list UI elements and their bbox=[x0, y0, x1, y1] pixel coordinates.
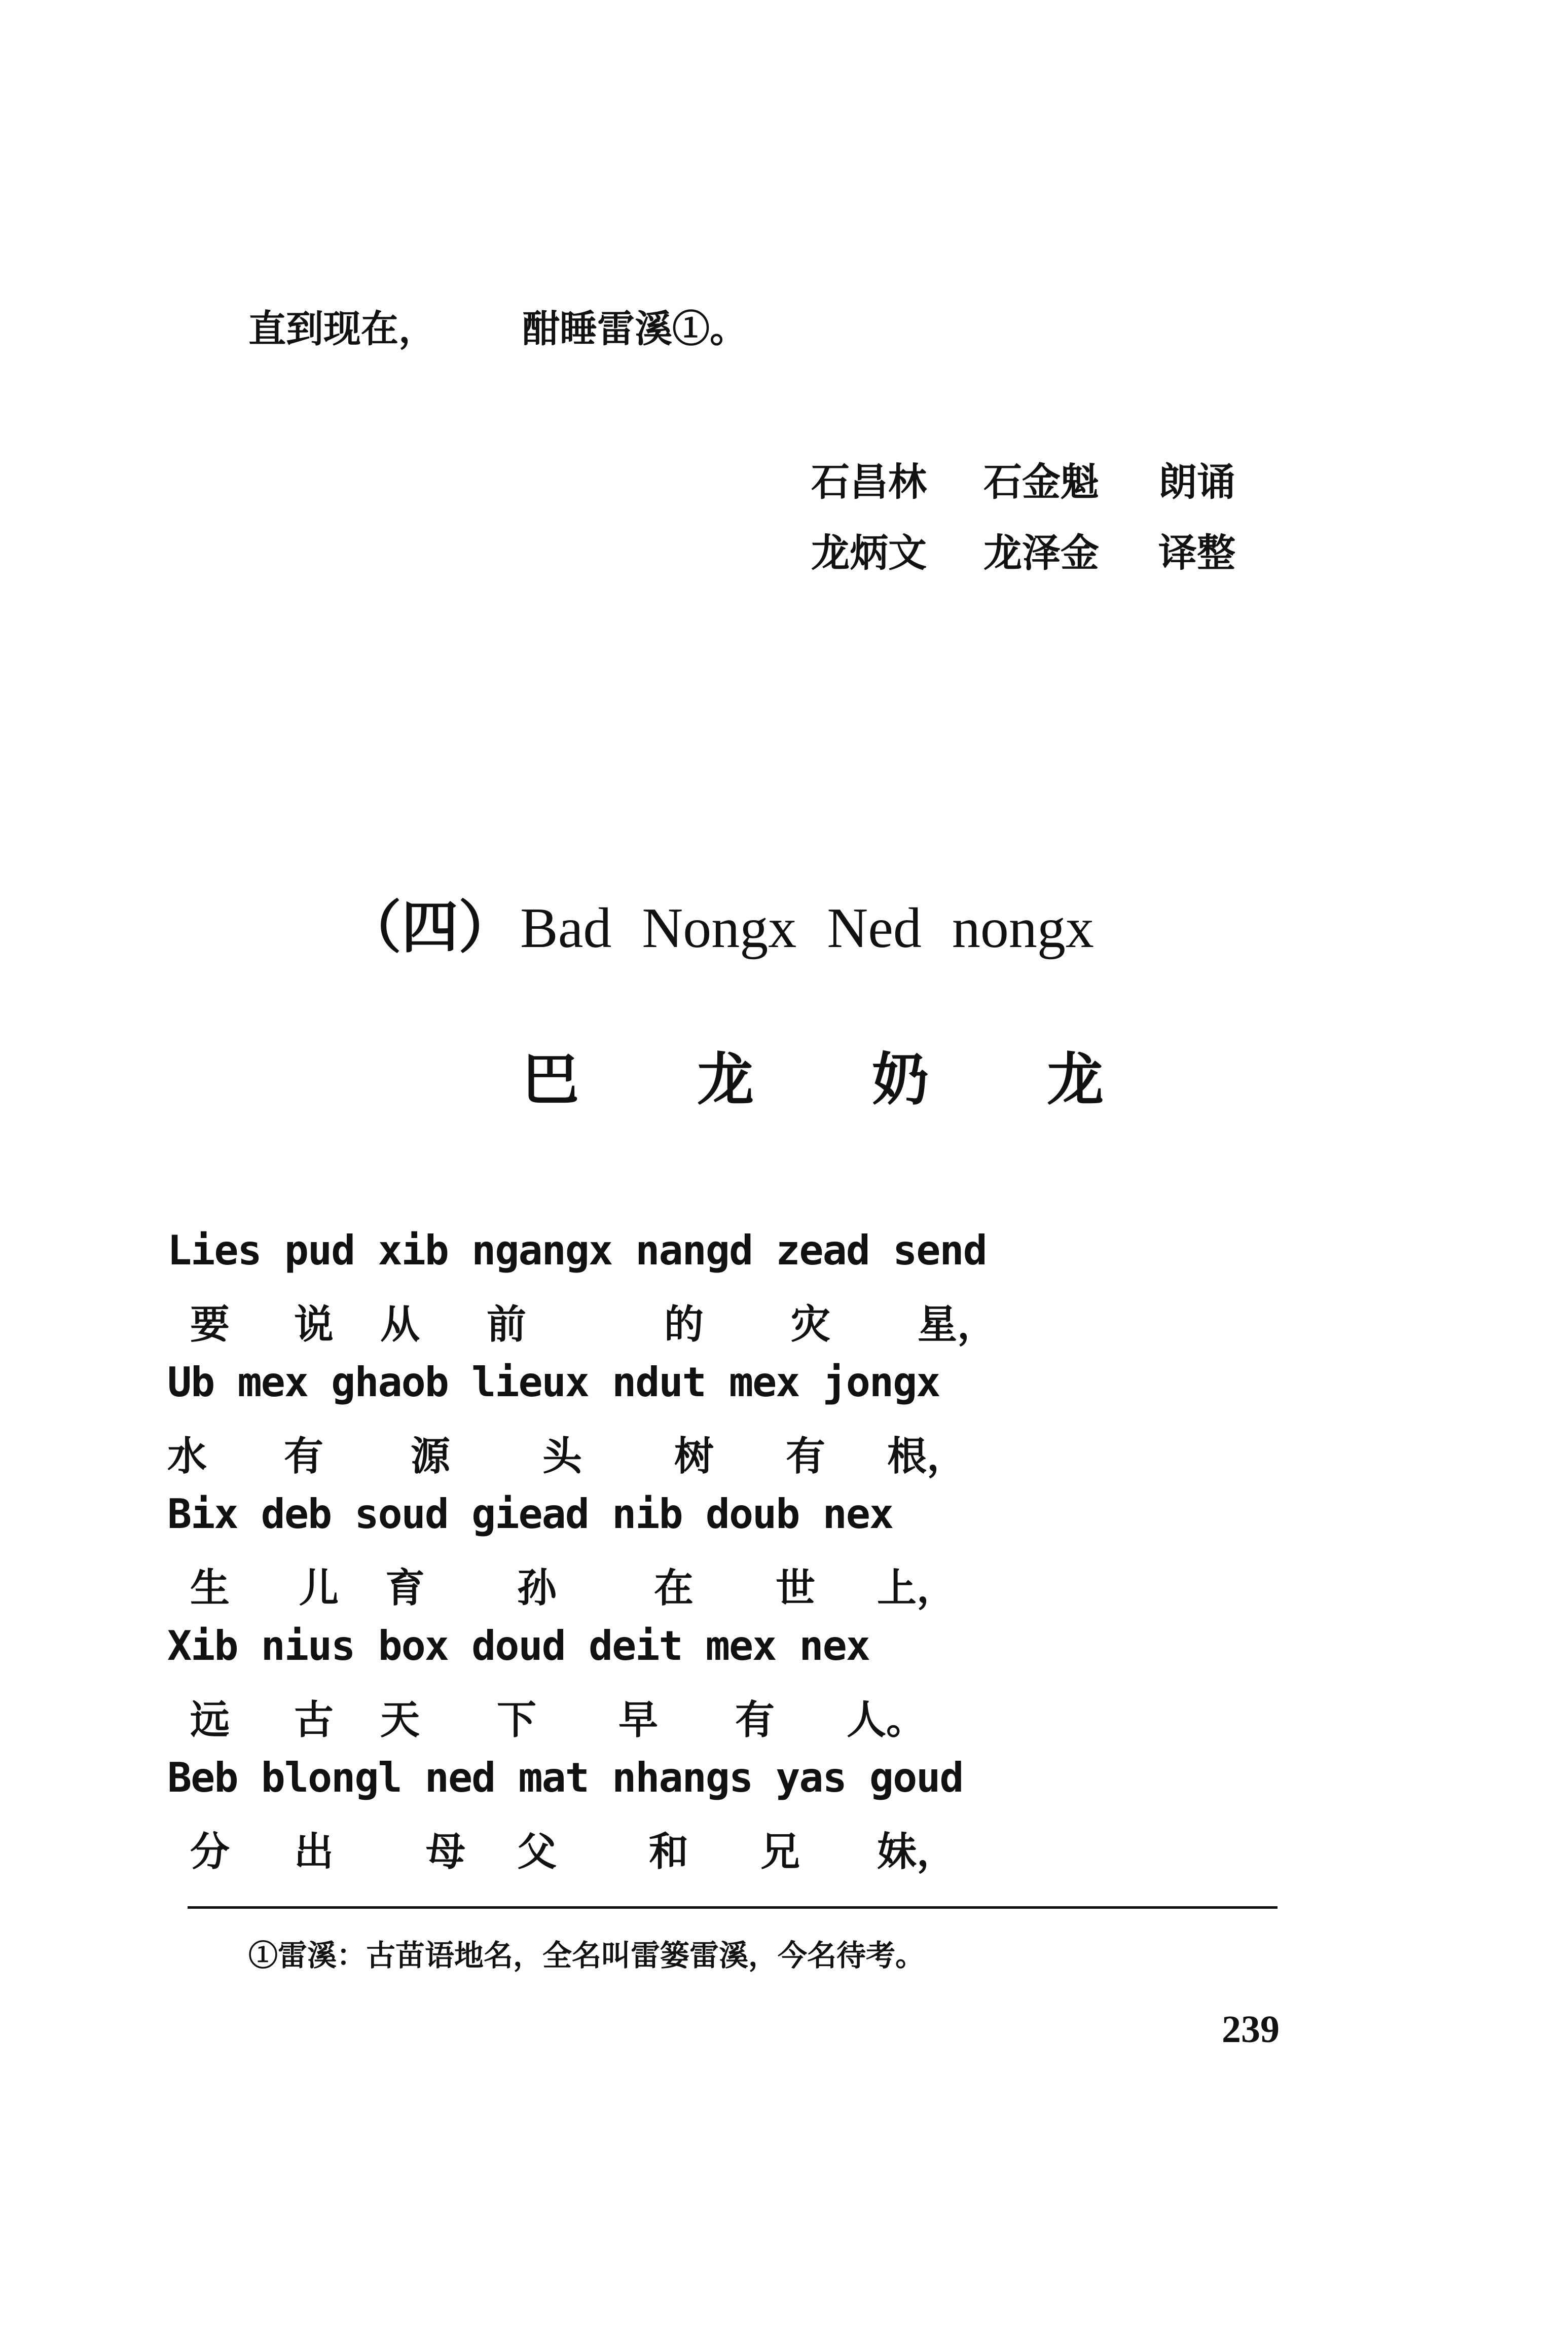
credit-name: 石金魁 bbox=[983, 459, 1099, 504]
poem-char: 母 bbox=[426, 1829, 466, 1875]
poem-char: 古 bbox=[294, 1697, 334, 1743]
credit-row-recitation bbox=[811, 451, 1260, 522]
poem-line-latin: Beb blongl ned mat nhangs yas goud bbox=[167, 1754, 963, 1801]
title-char: 巴 bbox=[522, 1046, 579, 1113]
poem-char: 灾 bbox=[791, 1301, 831, 1348]
continuation-part-2: 酣睡雷溪①。 bbox=[522, 307, 747, 351]
poem-char: 树 bbox=[674, 1433, 714, 1479]
title-char: 龙 bbox=[697, 1046, 754, 1113]
poem-char: 出 bbox=[294, 1829, 334, 1875]
poem-line-chinese bbox=[167, 1820, 1029, 1886]
title-word: Nongx bbox=[642, 897, 797, 960]
poem-char: 妹， bbox=[877, 1829, 957, 1875]
credit-row-translation bbox=[811, 522, 1260, 593]
credit-name: 龙泽金 bbox=[983, 530, 1099, 575]
continuation-line bbox=[248, 299, 747, 353]
poem-char: 世 bbox=[776, 1565, 816, 1611]
poem-char: 上， bbox=[877, 1565, 957, 1611]
poem-line-chinese bbox=[167, 1425, 1029, 1490]
title-word: Bad bbox=[520, 897, 612, 960]
credit-name: 石昌林 bbox=[811, 459, 927, 504]
credits-block bbox=[811, 451, 1260, 593]
credit-name: 龙炳文 bbox=[811, 530, 927, 575]
poem-char: 的 bbox=[664, 1301, 704, 1348]
poem-char: 人。 bbox=[847, 1697, 926, 1743]
poem-char: 说 bbox=[294, 1301, 334, 1348]
title-word: Ned bbox=[827, 897, 922, 960]
poem-char: 孙 bbox=[517, 1565, 557, 1611]
poem-char: 有 bbox=[786, 1433, 826, 1479]
poem-char: 有 bbox=[284, 1433, 324, 1479]
poem-char: 源 bbox=[411, 1433, 451, 1479]
page-number: 239 bbox=[1222, 2008, 1280, 2051]
credit-role: 译整 bbox=[1158, 530, 1235, 575]
poem-char: 分 bbox=[190, 1829, 230, 1875]
title-char: 龙 bbox=[1047, 1046, 1104, 1113]
poem-line-latin: Ub mex ghaob lieux ndut mex jongx bbox=[167, 1359, 940, 1406]
poem-char: 下 bbox=[497, 1697, 537, 1743]
title-word: nongx bbox=[952, 897, 1094, 960]
poem-char: 天 bbox=[380, 1697, 420, 1743]
footnote-divider bbox=[188, 1906, 1278, 1909]
poem-body bbox=[167, 1227, 1029, 1886]
poem-char: 和 bbox=[649, 1829, 689, 1875]
poem-char: 在 bbox=[654, 1565, 694, 1611]
poem-char: 育 bbox=[385, 1565, 425, 1611]
poem-line-latin: Bix deb soud giead nib doub nex bbox=[167, 1490, 893, 1538]
poem-char: 早 bbox=[618, 1697, 659, 1743]
poem-char: 头 bbox=[542, 1433, 582, 1479]
section-number: （四） bbox=[345, 894, 515, 961]
poem-char: 儿 bbox=[299, 1565, 339, 1611]
poem-char: 生 bbox=[190, 1565, 230, 1611]
poem-char: 从 bbox=[380, 1301, 420, 1348]
poem-char: 远 bbox=[190, 1697, 230, 1743]
poem-char: 根， bbox=[887, 1433, 967, 1479]
credit-role: 朗诵 bbox=[1158, 459, 1235, 504]
poem-line-chinese bbox=[167, 1556, 1029, 1622]
section-title-latin bbox=[345, 882, 1124, 964]
title-char: 奶 bbox=[872, 1046, 929, 1113]
poem-line-chinese bbox=[167, 1688, 1029, 1754]
poem-char: 星， bbox=[918, 1301, 997, 1348]
poem-line-chinese bbox=[167, 1293, 1029, 1359]
poem-line-latin: Lies pud xib ngangx nangd zead send bbox=[167, 1227, 987, 1274]
footnote: ①雷溪：古苗语地名，全名叫雷篓雷溪，今名待考。 bbox=[248, 1938, 925, 1973]
section-title-chinese bbox=[522, 1034, 1222, 1116]
poem-char: 前 bbox=[487, 1301, 527, 1348]
poem-char: 兄 bbox=[760, 1829, 800, 1875]
continuation-part-1: 直到现在， bbox=[248, 307, 436, 351]
poem-char: 有 bbox=[735, 1697, 775, 1743]
poem-char: 父 bbox=[517, 1829, 557, 1875]
poem-char: 要 bbox=[190, 1301, 230, 1348]
poem-char: 水 bbox=[167, 1433, 207, 1479]
poem-line-latin: Xib nius box doud deit mex nex bbox=[167, 1622, 869, 1669]
